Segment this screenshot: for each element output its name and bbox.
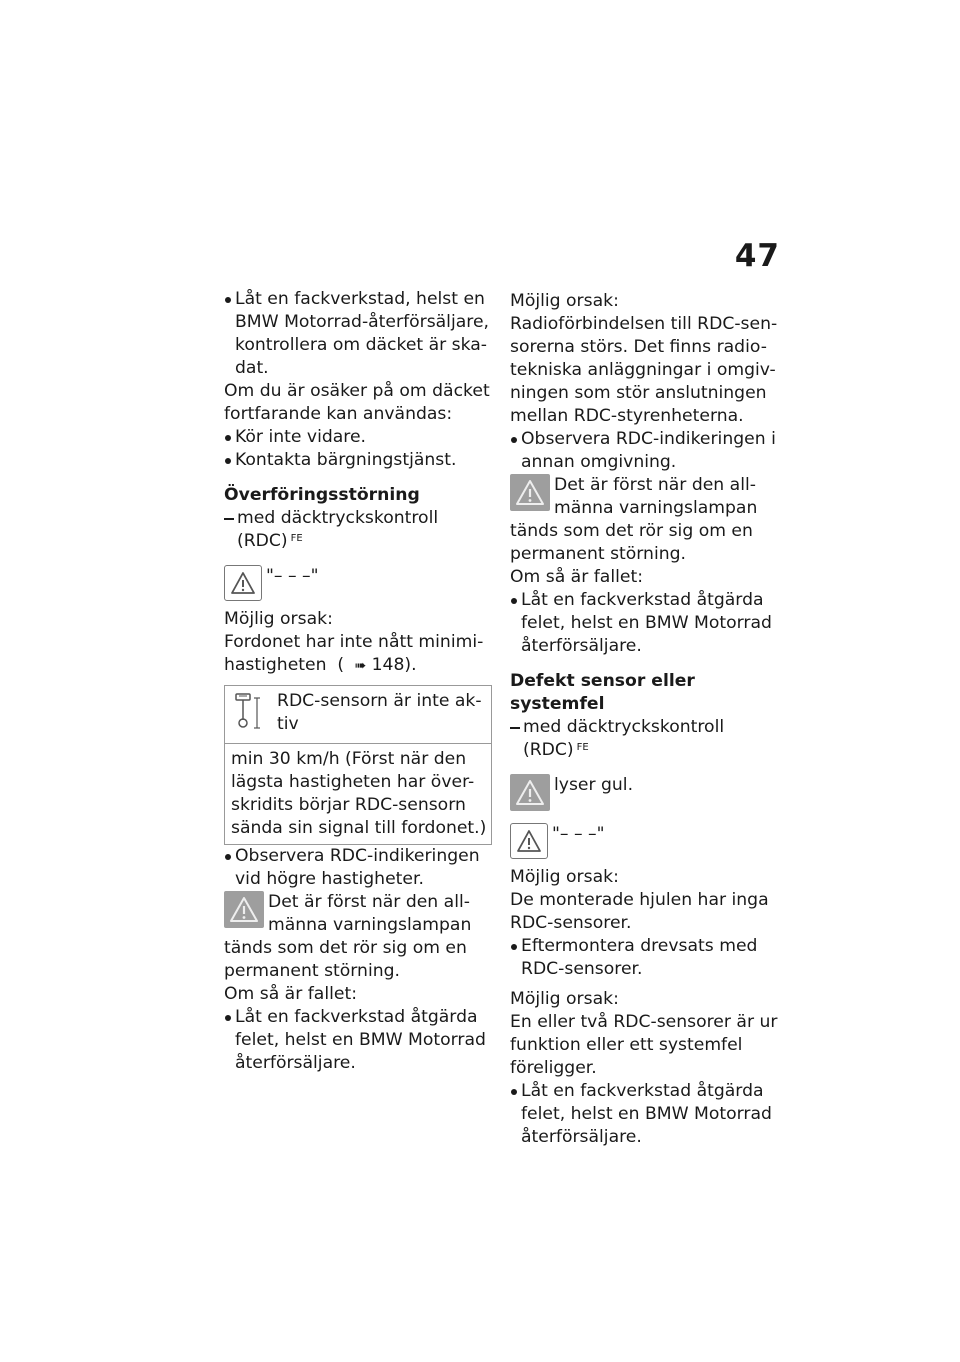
spec-table (224, 685, 492, 845)
paragraph: Möjlig orsak: (510, 291, 619, 311)
general-warning-lamp-icon (224, 891, 264, 928)
warning-lamp-row (224, 891, 496, 937)
bullet-item: Observera RDC-indikeringen vid högre hastigheter. (224, 845, 496, 891)
paragraph-text: Fordonet har inte nått minimi-hastigheten (224, 632, 484, 675)
dash-item (510, 716, 778, 762)
left-column (224, 288, 496, 1075)
bullet-item: Kontakta bärgningstjänst. (224, 449, 496, 472)
warning-text: Det är först när den all-männa varningslampan (554, 475, 758, 518)
paragraph: tänds som det rör sig om en permanent störning. (510, 521, 753, 564)
paragraph: En eller två RDC-sensorer är ur funktion eller ett systemfel föreligger. (510, 1012, 778, 1078)
bullet-item: Låt en fackverkstad, helst en BMW Motorrad-återförsäljare, kontrollera om däcket är ska-dat. (224, 288, 496, 380)
paragraph: Möjlig orsak: (510, 867, 619, 887)
section-heading: Överföringsstörning (224, 485, 420, 505)
paragraph: Om så är fallet: (224, 984, 357, 1004)
page-reference: 148). (371, 655, 417, 675)
paragraph: Fordonet har inte nått minimi-hastigheten (⠀➠ 148). (224, 631, 496, 678)
paragraph: Radioförbindelsen till RDC-sen-sorerna störs. Det finns radio-tekniska anläggningar i omgiv-ningen som stör anslutningen mellan RDC-styrenheterna. (510, 314, 778, 426)
table-status-text: RDC-sensorn är inte ak-tiv (277, 691, 482, 734)
feature-superscript: FE (290, 533, 303, 544)
display-row (510, 823, 778, 859)
paragraph: Möjlig orsak: (510, 989, 619, 1009)
table-cell-value: min 30 km/h (Först när den lägsta hastigheten har över-skridits börjar RDC-sensorn sända sin signal till fordonet.) (225, 744, 492, 845)
bullet-item: Låt en fackverkstad åtgärda felet, helst en BMW Motorrad återförsäljare. (510, 589, 778, 658)
bullet-item: Kör inte vidare. (224, 426, 496, 449)
bullet-item: Låt en fackverkstad åtgärda felet, helst en BMW Motorrad återförsäljare. (224, 1006, 496, 1075)
bullet-item: Observera RDC-indikeringen i annan omgivning. (510, 428, 778, 474)
display-row (224, 565, 496, 601)
lamp-status-text: lyser gul. (554, 775, 634, 795)
paragraph: De monterade hjulen har inga RDC-sensorer. (510, 890, 769, 933)
bullet-item: Låt en fackverkstad åtgärda felet, helst en BMW Motorrad återförsäljare. (510, 1080, 778, 1149)
rdc-lamp-row (510, 774, 778, 811)
feature-superscript: FE (576, 742, 589, 753)
paragraph: Om så är fallet: (510, 567, 643, 587)
right-column (510, 290, 778, 1149)
rdc-warning-lamp-icon (510, 774, 550, 811)
display-dashes: "– – –" (552, 824, 605, 844)
display-dashes: "– – –" (266, 566, 319, 586)
paragraph: tänds som det rör sig om en permanent störning. (224, 938, 467, 981)
paragraph: Möjlig orsak: (224, 609, 333, 629)
warning-triangle-icon (224, 565, 262, 601)
dash-text: med däcktryckskontroll (RDC) (237, 508, 439, 551)
warning-triangle-icon (510, 823, 548, 859)
table-cell-status (225, 686, 492, 744)
warning-text: Det är först när den all-männa varningslampan (268, 892, 472, 935)
dash-item (224, 507, 496, 553)
general-warning-lamp-icon (510, 474, 550, 511)
rdc-sensor-icon (231, 692, 267, 739)
section-heading: Defekt sensor eller systemfel (510, 671, 695, 714)
warning-lamp-row (510, 474, 778, 520)
page-number: 47 (734, 238, 780, 274)
dash-text: med däcktryckskontroll (RDC) (523, 717, 725, 760)
bullet-item: Eftermontera drevsats med RDC-sensorer. (510, 935, 778, 981)
arrow-reference-icon: ⠀➠ (344, 658, 367, 674)
paragraph: Om du är osäker på om däcket fortfarande kan användas: (224, 381, 490, 424)
